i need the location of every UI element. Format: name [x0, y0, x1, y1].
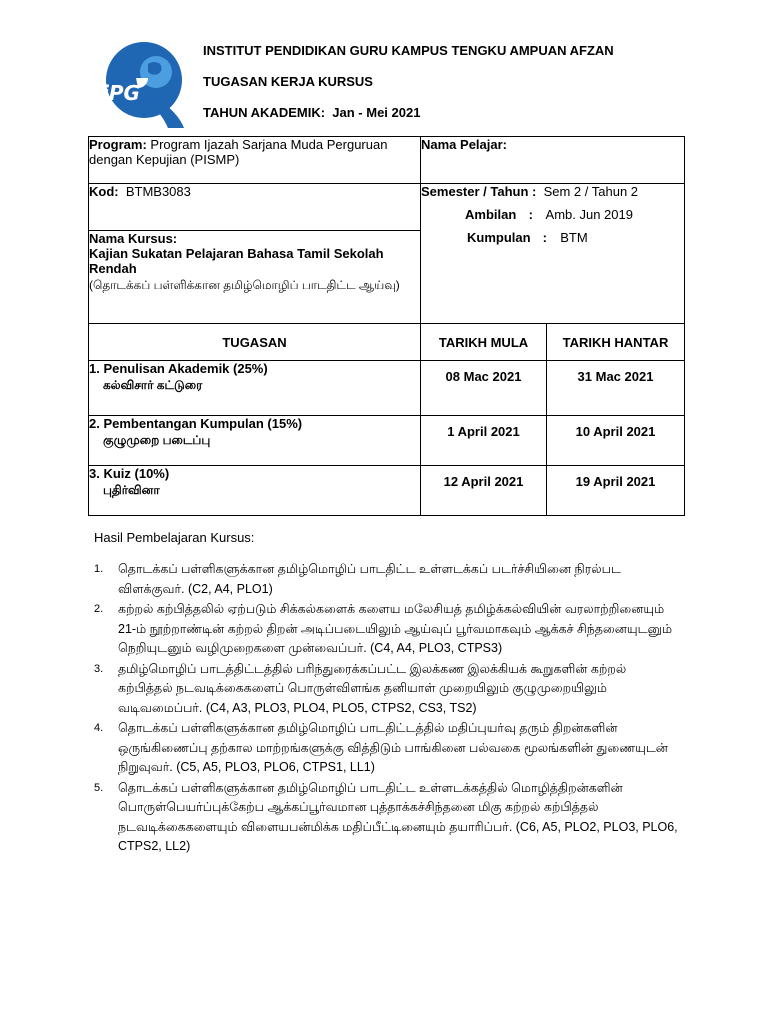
list-item	[94, 660, 684, 719]
task-title: 2. Pembentangan Kumpulan (15%)	[89, 416, 303, 431]
task-due-date: 31 Mac 2021	[547, 361, 685, 416]
outcomes-list	[94, 560, 684, 858]
task-start-date: 1 April 2021	[421, 416, 547, 466]
outcome-text: கற்றல் கற்பித்தலில் ஏற்படும் சிக்கல்களைக் களைய மலேசியத் தமிழ்க்கல்வியின் வரலாற்றினையும் 21-ம் நூற்றாண்டின் கற்றல் திறன் அடிப்படையிலும் ஆய்வுப் பூர்வமாகவும் ஆக்கச் சிந்தனையுடனும் நெறியுடனும் வழிமுறைகளை முன்வைப்பர். (C4, A4, PLO3, CTPS3)	[118, 602, 673, 655]
ambilan-value: Amb. Jun 2019	[545, 207, 633, 222]
course-cell	[89, 231, 421, 324]
task-cell	[89, 466, 421, 516]
student-name-label: Nama Pelajar:	[421, 137, 507, 152]
task-row	[89, 361, 685, 416]
outcomes-title: Hasil Pembelajaran Kursus:	[94, 530, 255, 545]
task-cell	[89, 361, 421, 416]
outcome-number: 2.	[94, 603, 104, 615]
outcome-number: 5.	[94, 781, 104, 794]
task-due-date: 10 April 2021	[547, 416, 685, 466]
task-title: 1. Penulisan Akademik (25%)	[89, 361, 268, 376]
academic-year-label: TAHUN AKADEMIK:	[203, 105, 326, 120]
outcome-number: 3.	[94, 662, 104, 675]
outcome-text: தொடக்கப் பள்ளிகளுக்கான தமிழ்மொழிப் பாடதிட்ட உள்ளடக்கத்தில் மொழித்திறன்களின் பொருள்பெயர்ப்புக்கேற்ப ஆக்கப்பூர்வமான புத்தாக்கச்சிந்தனை மிகு கற்றல் கற்பித்தல் நடவடிக்கைகளையும் விளையபன்மிக்க மதிப்பீட்டினையும் தயாரிப்பர். (C6, A5, PLO2, PLO3, PLO6, CTPS2, LL2)	[118, 780, 678, 853]
semester-cell	[421, 184, 685, 324]
kumpulan-colon: :	[542, 230, 547, 245]
kumpulan-value: BTM	[560, 230, 588, 245]
ambilan-colon: :	[528, 207, 533, 222]
task-title-tamil: கல்விசார் கட்டுரை	[103, 378, 203, 392]
program-value: Program Ijazah Sarjana Muda Perguruan dengan Kepujian (PISMP)	[89, 137, 388, 167]
program-cell	[89, 137, 421, 184]
program-label: Program:	[89, 137, 147, 152]
academic-year	[203, 105, 420, 120]
header-start-date: TARIKH MULA	[421, 324, 547, 361]
task-due-date: 19 April 2021	[547, 466, 685, 516]
ambilan-label: Ambilan	[465, 207, 517, 222]
task-start-date: 08 Mac 2021	[421, 361, 547, 416]
assignment-title: TUGASAN KERJA KURSUS	[203, 74, 373, 89]
list-item	[94, 719, 684, 778]
task-row	[89, 466, 685, 516]
student-name-cell	[421, 137, 685, 184]
task-title-tamil: குழுமுறை படைப்பு	[103, 433, 211, 447]
outcome-text: தொடக்கப் பள்ளிகளுக்கான தமிழ்மொழிப் பாடதிட்ட உள்ளடக்கப் படர்ச்சியினை நிரல்பட விளக்குவர். (C2, A4, PLO1)	[118, 562, 621, 596]
outcome-text: தமிழ்மொழிப் பாடத்திட்டத்தில் பரிந்துரைக்கப்பட்ட இலக்கண இலக்கியக் கூறுகளின் கற்றல் கற்பித்தல் நடவடிக்கைகளைப் பொருள்விளங்க தனியாள் முறையிலும் குழுமுறையிலும் வடிவமைப்பர். (C4, A3, PLO3, PLO4, PLO5, CTPS2, CS3, TS2)	[118, 661, 627, 715]
task-title: 3. Kuiz (10%)	[89, 466, 170, 481]
course-label: Nama Kursus:	[89, 231, 178, 246]
kod-cell	[89, 184, 421, 231]
outcome-number: 1.	[94, 563, 104, 575]
task-start-date: 12 April 2021	[421, 466, 547, 516]
outcome-text: தொடக்கப் பள்ளிகளுக்கான தமிழ்மொழிப் பாடதிட்டத்தில் மதிப்புயர்வு தரும் திறன்களின் ஒருங்கிணைப்பு தற்கால மாற்றங்களுக்கு வித்திடும் பாங்கினை பல்வகை மூலங்களின் துணையுடன் நிறுவுவர். (C5, A5, PLO3, PLO6, CTPS1, LL1)	[118, 721, 668, 774]
kod-label: Kod:	[89, 184, 119, 199]
logo-text: iPG	[102, 81, 140, 105]
task-title-tamil: புதிர்வினா	[103, 483, 160, 497]
ipg-logo	[96, 38, 186, 130]
semester-value: Sem 2 / Tahun 2	[543, 184, 639, 199]
kumpulan-label: Kumpulan	[467, 230, 531, 245]
list-item	[94, 779, 684, 857]
institute-title: INSTITUT PENDIDIKAN GURU KAMPUS TENGKU AMPUAN AFZAN	[203, 43, 614, 58]
task-cell	[89, 416, 421, 466]
header-task: TUGASAN	[89, 324, 421, 361]
academic-year-value: Jan - Mei 2021	[332, 105, 421, 120]
semester-label: Semester / Tahun :	[421, 184, 537, 199]
list-item	[94, 600, 684, 659]
assignment-info-table	[88, 136, 685, 516]
kod-value: BTMB3083	[125, 184, 191, 199]
outcome-number: 4.	[94, 722, 104, 734]
course-name: Kajian Sukatan Pelajaran Bahasa Tamil Sekolah Rendah	[89, 246, 384, 276]
course-name-tamil: (தொடக்கப் பள்ளிக்கான தமிழ்மொழிப் பாடதிட்ட ஆய்வு)	[89, 278, 400, 292]
list-item	[94, 560, 684, 599]
task-row	[89, 416, 685, 466]
header-due-date: TARIKH HANTAR	[547, 324, 685, 361]
